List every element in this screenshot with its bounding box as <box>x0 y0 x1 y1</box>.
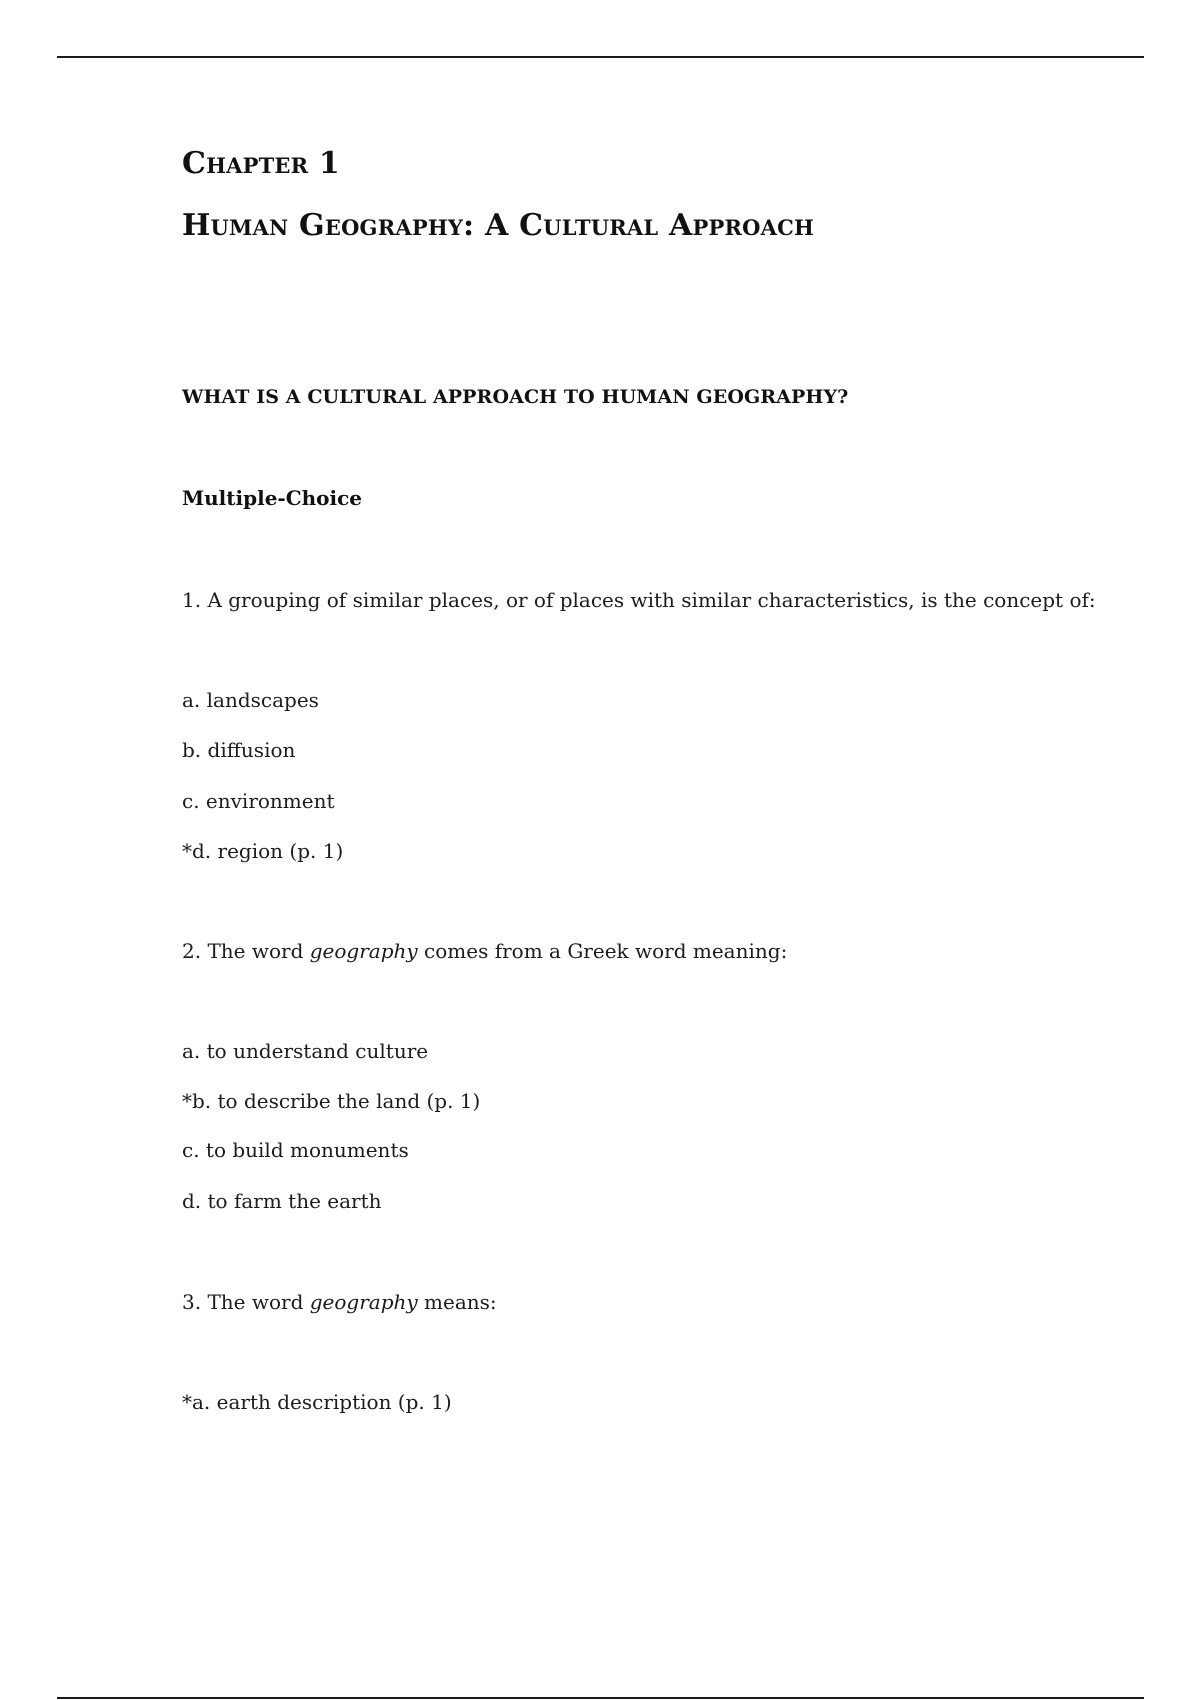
chapter-number: Chapter 1 <box>182 146 341 181</box>
question-2-option-d: d. to farm the earth <box>182 1189 382 1213</box>
section-heading: WHAT IS A CULTURAL APPROACH TO HUMAN GEOGRAPHY? <box>182 386 849 408</box>
question-1: 1. A grouping of similar places, or of places with similar characteristics, is the concept of: <box>182 588 1096 612</box>
chapter-title: Human Geography: A Cultural Approach <box>182 208 815 243</box>
question-type-heading: Multiple-Choice <box>182 486 363 510</box>
question-1-option-d: *d. region (p. 1) <box>182 839 344 863</box>
question-3-option-a: *a. earth description (p. 1) <box>182 1390 452 1414</box>
top-rule <box>57 56 1144 58</box>
question-2-option-a: a. to understand culture <box>182 1039 429 1063</box>
question-2-option-b: *b. to describe the land (p. 1) <box>182 1089 481 1113</box>
question-3: 3. The word geography means: <box>182 1290 497 1314</box>
question-2-option-c: c. to build monuments <box>182 1138 409 1162</box>
bottom-rule <box>57 1697 1144 1699</box>
question-2-italic-term: geography <box>309 939 418 963</box>
question-3-italic-term: geography <box>309 1290 418 1314</box>
question-1-option-b: b. diffusion <box>182 738 296 762</box>
question-1-option-c: c. environment <box>182 789 335 813</box>
question-1-option-a: a. landscapes <box>182 688 319 712</box>
question-2: 2. The word geography comes from a Greek word meaning: <box>182 939 788 963</box>
